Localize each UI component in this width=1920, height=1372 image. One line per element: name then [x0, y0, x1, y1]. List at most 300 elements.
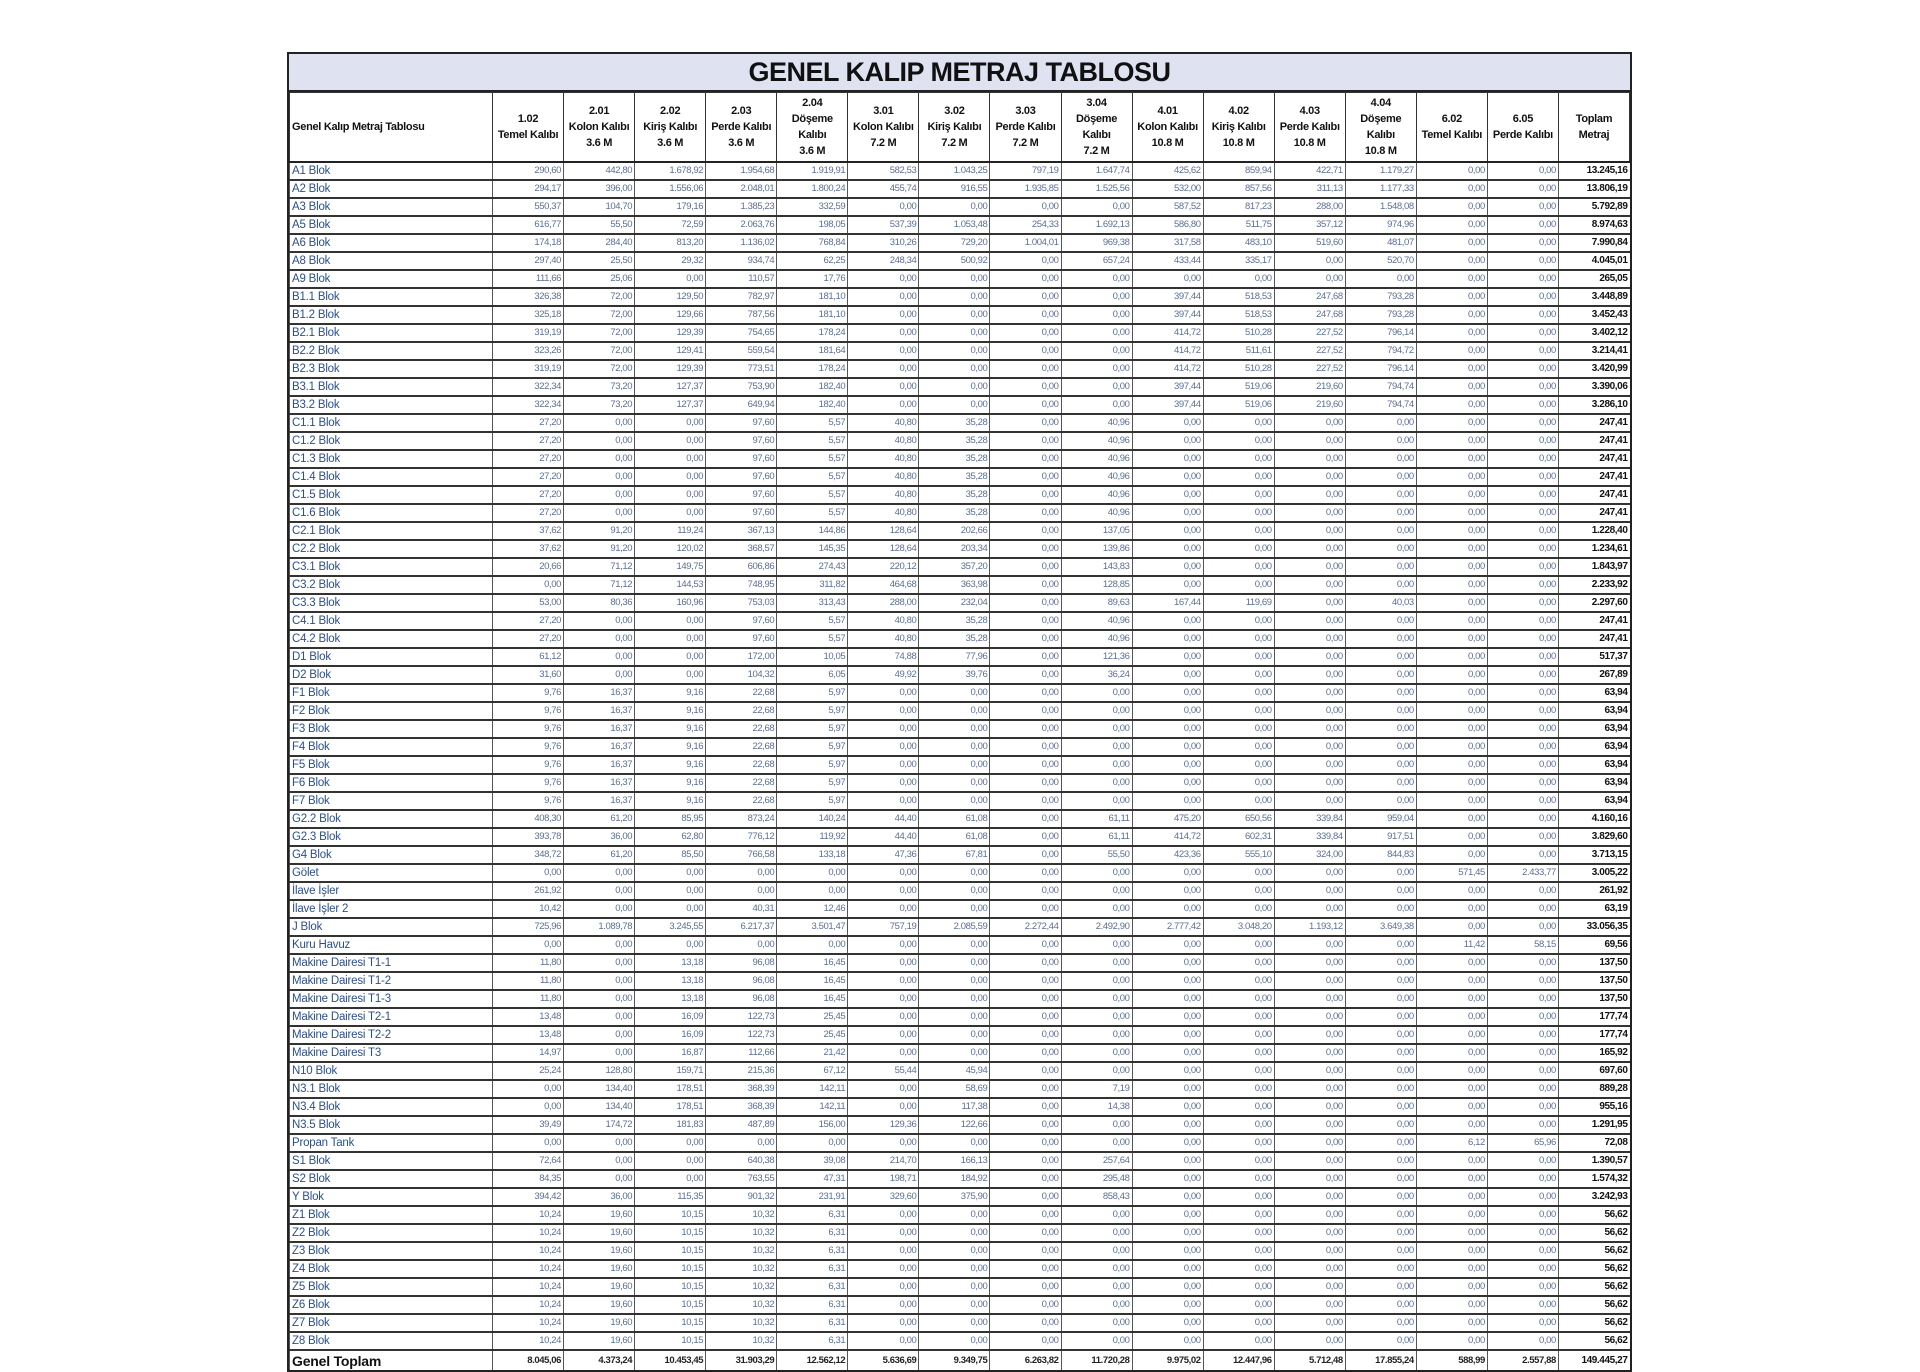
- column-header-line: 4.01: [1157, 105, 1178, 117]
- table-row: [290, 1080, 1630, 1098]
- value-cell: 0,00: [919, 756, 990, 774]
- value-cell: 0,00: [848, 1044, 919, 1062]
- value-cell: 0,00: [1416, 540, 1487, 558]
- value-cell: 1.935,85: [990, 180, 1061, 198]
- value-cell: 0,00: [1487, 468, 1558, 486]
- value-cell: 128,64: [848, 540, 919, 558]
- value-cell: 0,00: [1274, 1278, 1345, 1296]
- value-cell: 0,00: [1203, 522, 1274, 540]
- value-cell: 0,00: [1061, 306, 1132, 324]
- value-cell: 0,00: [919, 1314, 990, 1332]
- table-row: [290, 1026, 1630, 1044]
- value-cell: 10,32: [706, 1224, 777, 1242]
- value-cell: 112,66: [706, 1044, 777, 1062]
- value-cell: 0,00: [1416, 360, 1487, 378]
- row-total-cell: 1.843,97: [1558, 558, 1629, 576]
- value-cell: 35,28: [919, 450, 990, 468]
- value-cell: 423,36: [1132, 846, 1203, 864]
- table-row: [290, 504, 1630, 522]
- value-cell: 0,00: [990, 1260, 1061, 1278]
- value-cell: 763,55: [706, 1170, 777, 1188]
- row-label: D1 Blok: [290, 648, 493, 666]
- value-cell: 586,80: [1132, 216, 1203, 234]
- value-cell: 0,00: [493, 576, 564, 594]
- value-cell: 27,20: [493, 432, 564, 450]
- value-cell: 55,50: [564, 216, 635, 234]
- value-cell: 0,00: [1132, 900, 1203, 918]
- value-cell: 0,00: [1345, 792, 1416, 810]
- table-row: [290, 522, 1630, 540]
- row-label: Z4 Blok: [290, 1260, 493, 1278]
- column-header: [1487, 93, 1558, 163]
- value-cell: 0,00: [848, 792, 919, 810]
- value-cell: 0,00: [1203, 1026, 1274, 1044]
- row-total-cell: 247,41: [1558, 432, 1629, 450]
- value-cell: 0,00: [1416, 270, 1487, 288]
- value-cell: 0,00: [1061, 720, 1132, 738]
- value-cell: 19,60: [564, 1278, 635, 1296]
- value-cell: 0,00: [1416, 1098, 1487, 1116]
- value-cell: 0,00: [848, 270, 919, 288]
- value-cell: 0,00: [1203, 1224, 1274, 1242]
- value-cell: 40,80: [848, 432, 919, 450]
- value-cell: 0,00: [1132, 864, 1203, 882]
- value-cell: 203,34: [919, 540, 990, 558]
- value-cell: 179,16: [635, 198, 706, 216]
- value-cell: 0,00: [777, 864, 848, 882]
- value-cell: 119,24: [635, 522, 706, 540]
- value-cell: 0,00: [1203, 612, 1274, 630]
- value-cell: 0,00: [1061, 1314, 1132, 1332]
- value-cell: 0,00: [848, 1278, 919, 1296]
- value-cell: 36,00: [564, 828, 635, 846]
- value-cell: 232,04: [919, 594, 990, 612]
- row-total-cell: 33.056,35: [1558, 918, 1629, 936]
- value-cell: 0,00: [1487, 738, 1558, 756]
- value-cell: 40,96: [1061, 450, 1132, 468]
- value-cell: 219,60: [1274, 396, 1345, 414]
- value-cell: 0,00: [990, 972, 1061, 990]
- value-cell: 61,11: [1061, 828, 1132, 846]
- value-cell: 72,00: [564, 342, 635, 360]
- value-cell: 1.525,56: [1061, 180, 1132, 198]
- row-label: B2.1 Blok: [290, 324, 493, 342]
- column-header-line: Temel Kalıbı: [1421, 129, 1483, 141]
- value-cell: 27,20: [493, 486, 564, 504]
- value-cell: 0,00: [1345, 1224, 1416, 1242]
- value-cell: 0,00: [1132, 1314, 1203, 1332]
- column-header: [1274, 93, 1345, 163]
- value-cell: 0,00: [1487, 1080, 1558, 1098]
- value-cell: 35,28: [919, 504, 990, 522]
- value-cell: 0,00: [1274, 702, 1345, 720]
- value-cell: 156,00: [777, 1116, 848, 1134]
- value-cell: 25,50: [564, 252, 635, 270]
- value-cell: 25,45: [777, 1026, 848, 1044]
- value-cell: 35,28: [919, 432, 990, 450]
- value-cell: 0,00: [706, 882, 777, 900]
- value-cell: 14,97: [493, 1044, 564, 1062]
- value-cell: 0,00: [1416, 1026, 1487, 1044]
- value-cell: 773,51: [706, 360, 777, 378]
- value-cell: 0,00: [919, 990, 990, 1008]
- row-label: C1.2 Blok: [290, 432, 493, 450]
- value-cell: 0,00: [1487, 648, 1558, 666]
- value-cell: 0,00: [1416, 558, 1487, 576]
- value-cell: 768,84: [777, 234, 848, 252]
- column-header-line: 3.02: [944, 105, 965, 117]
- value-cell: 0,00: [1203, 882, 1274, 900]
- column-header-line: 4.02: [1228, 105, 1249, 117]
- value-cell: 0,00: [1416, 378, 1487, 396]
- value-cell: 5,97: [777, 774, 848, 792]
- value-cell: 284,40: [564, 234, 635, 252]
- value-cell: 16,37: [564, 720, 635, 738]
- value-cell: 274,43: [777, 558, 848, 576]
- value-cell: 368,39: [706, 1098, 777, 1116]
- row-total-cell: 3.005,22: [1558, 864, 1629, 882]
- value-cell: 0,00: [1416, 990, 1487, 1008]
- value-cell: 10,32: [706, 1278, 777, 1296]
- value-cell: 0,00: [990, 1116, 1061, 1134]
- column-header: [1345, 93, 1416, 163]
- value-cell: 725,96: [493, 918, 564, 936]
- value-cell: 559,54: [706, 342, 777, 360]
- value-cell: 0,00: [564, 414, 635, 432]
- value-cell: 3.649,38: [1345, 918, 1416, 936]
- value-cell: 0,00: [1132, 972, 1203, 990]
- value-cell: 0,00: [848, 1296, 919, 1314]
- row-total-cell: 3.452,43: [1558, 306, 1629, 324]
- value-cell: 40,96: [1061, 630, 1132, 648]
- column-header: [1132, 93, 1203, 163]
- value-cell: 25,24: [493, 1062, 564, 1080]
- value-cell: 97,60: [706, 630, 777, 648]
- value-cell: 414,72: [1132, 342, 1203, 360]
- value-cell: 47,36: [848, 846, 919, 864]
- value-cell: 0,00: [1132, 486, 1203, 504]
- value-cell: 0,00: [848, 774, 919, 792]
- value-cell: 0,00: [1487, 1170, 1558, 1188]
- value-cell: 16,87: [635, 1044, 706, 1062]
- value-cell: 0,00: [848, 198, 919, 216]
- value-cell: 0,00: [1487, 234, 1558, 252]
- value-cell: 0,00: [1274, 1188, 1345, 1206]
- value-cell: 0,00: [1132, 612, 1203, 630]
- value-cell: 0,00: [848, 324, 919, 342]
- row-label: A6 Blok: [290, 234, 493, 252]
- value-cell: 295,48: [1061, 1170, 1132, 1188]
- value-cell: 0,00: [635, 612, 706, 630]
- column-header-line: 3.6 M: [586, 137, 613, 149]
- value-cell: 0,00: [848, 342, 919, 360]
- value-cell: 325,18: [493, 306, 564, 324]
- value-cell: 0,00: [1061, 1296, 1132, 1314]
- value-cell: 44,40: [848, 810, 919, 828]
- value-cell: 0,00: [1203, 774, 1274, 792]
- value-cell: 0,00: [1203, 864, 1274, 882]
- value-cell: 0,00: [1416, 954, 1487, 972]
- row-label: A5 Blok: [290, 216, 493, 234]
- value-cell: 0,00: [1203, 630, 1274, 648]
- value-cell: 0,00: [1203, 972, 1274, 990]
- value-cell: 0,00: [1274, 792, 1345, 810]
- table-row: [290, 648, 1630, 666]
- value-cell: 0,00: [635, 432, 706, 450]
- value-cell: 0,00: [1487, 972, 1558, 990]
- table-row: [290, 828, 1630, 846]
- value-cell: 0,00: [1416, 720, 1487, 738]
- value-cell: 0,00: [564, 666, 635, 684]
- table-row: [290, 954, 1630, 972]
- table-row: [290, 1116, 1630, 1134]
- value-cell: 0,00: [1487, 1044, 1558, 1062]
- table-row: [290, 450, 1630, 468]
- value-cell: 0,00: [1487, 594, 1558, 612]
- value-cell: 0,00: [990, 360, 1061, 378]
- value-cell: 0,00: [1416, 1116, 1487, 1134]
- value-cell: 0,00: [1416, 288, 1487, 306]
- value-cell: 796,14: [1345, 360, 1416, 378]
- value-cell: 182,40: [777, 378, 848, 396]
- value-cell: 0,00: [848, 1206, 919, 1224]
- value-cell: 0,00: [990, 756, 1061, 774]
- value-cell: 6,31: [777, 1278, 848, 1296]
- value-cell: 0,00: [1274, 900, 1345, 918]
- value-cell: 0,00: [1416, 162, 1487, 180]
- value-cell: 31,60: [493, 666, 564, 684]
- row-label: B2.2 Blok: [290, 342, 493, 360]
- value-cell: 0,00: [1487, 396, 1558, 414]
- value-cell: 145,35: [777, 540, 848, 558]
- value-cell: 0,00: [919, 1224, 990, 1242]
- row-total-cell: 165,92: [1558, 1044, 1629, 1062]
- value-cell: 0,00: [1132, 666, 1203, 684]
- value-cell: 10,24: [493, 1260, 564, 1278]
- value-cell: 85,95: [635, 810, 706, 828]
- table-row: [290, 1044, 1630, 1062]
- value-cell: 0,00: [1203, 1062, 1274, 1080]
- value-cell: 0,00: [1274, 990, 1345, 1008]
- value-cell: 0,00: [1345, 1098, 1416, 1116]
- value-cell: 0,00: [990, 1224, 1061, 1242]
- value-cell: 0,00: [990, 432, 1061, 450]
- value-cell: 0,00: [1061, 1260, 1132, 1278]
- value-cell: 0,00: [990, 1188, 1061, 1206]
- value-cell: 787,56: [706, 306, 777, 324]
- value-cell: 182,40: [777, 396, 848, 414]
- value-cell: 0,00: [1274, 432, 1345, 450]
- column-header-line: 10.8 M: [1222, 137, 1255, 149]
- value-cell: 0,00: [1274, 1206, 1345, 1224]
- value-cell: 0,00: [1274, 972, 1345, 990]
- value-cell: 408,30: [493, 810, 564, 828]
- value-cell: 3.048,20: [1203, 918, 1274, 936]
- value-cell: 58,15: [1487, 936, 1558, 954]
- row-total-cell: 63,94: [1558, 738, 1629, 756]
- value-cell: 13,48: [493, 1008, 564, 1026]
- table-row: [290, 864, 1630, 882]
- value-cell: 0,00: [1416, 450, 1487, 468]
- row-total-cell: 56,62: [1558, 1224, 1629, 1242]
- value-cell: 0,00: [1274, 252, 1345, 270]
- value-cell: 0,00: [990, 954, 1061, 972]
- row-label: Makine Dairesi T1-2: [290, 972, 493, 990]
- value-cell: 0,00: [990, 558, 1061, 576]
- value-cell: 0,00: [564, 1008, 635, 1026]
- value-cell: 10,24: [493, 1296, 564, 1314]
- value-cell: 35,28: [919, 414, 990, 432]
- value-cell: 0,00: [1416, 846, 1487, 864]
- value-cell: 9,76: [493, 684, 564, 702]
- value-cell: 0,00: [1132, 414, 1203, 432]
- value-cell: 0,00: [1274, 1080, 1345, 1098]
- value-cell: 0,00: [1487, 990, 1558, 1008]
- row-total-cell: 5.792,89: [1558, 198, 1629, 216]
- value-cell: 0,00: [1132, 684, 1203, 702]
- value-cell: 0,00: [1132, 756, 1203, 774]
- value-cell: 142,11: [777, 1098, 848, 1116]
- value-cell: 0,00: [848, 882, 919, 900]
- value-cell: 5,57: [777, 468, 848, 486]
- value-cell: 319,19: [493, 324, 564, 342]
- value-cell: 0,00: [1345, 648, 1416, 666]
- value-cell: 80,36: [564, 594, 635, 612]
- value-cell: 58,69: [919, 1080, 990, 1098]
- value-cell: 0,00: [1345, 1314, 1416, 1332]
- row-total-cell: 247,41: [1558, 630, 1629, 648]
- value-cell: 40,80: [848, 504, 919, 522]
- value-cell: 5.712,48: [1274, 1350, 1345, 1370]
- value-cell: 0,00: [1487, 558, 1558, 576]
- value-cell: 0,00: [635, 468, 706, 486]
- value-cell: 0,00: [848, 360, 919, 378]
- value-cell: 0,00: [848, 1332, 919, 1350]
- value-cell: 10,24: [493, 1206, 564, 1224]
- value-cell: 0,00: [1274, 1062, 1345, 1080]
- row-label: C3.2 Blok: [290, 576, 493, 594]
- value-cell: 0,00: [777, 882, 848, 900]
- value-cell: 67,81: [919, 846, 990, 864]
- value-cell: 143,83: [1061, 558, 1132, 576]
- value-cell: 25,06: [564, 270, 635, 288]
- value-cell: 10,32: [706, 1314, 777, 1332]
- value-cell: 0,00: [1487, 702, 1558, 720]
- value-cell: 0,00: [1203, 792, 1274, 810]
- value-cell: 0,00: [848, 702, 919, 720]
- value-cell: 16,37: [564, 738, 635, 756]
- value-cell: 71,12: [564, 576, 635, 594]
- value-cell: 178,24: [777, 360, 848, 378]
- value-cell: 127,37: [635, 378, 706, 396]
- value-cell: 0,00: [1203, 936, 1274, 954]
- value-cell: 0,00: [635, 486, 706, 504]
- value-cell: 0,00: [990, 396, 1061, 414]
- value-cell: 144,53: [635, 576, 706, 594]
- value-cell: 0,00: [1274, 414, 1345, 432]
- value-cell: 0,00: [1487, 486, 1558, 504]
- value-cell: 0,00: [777, 936, 848, 954]
- value-cell: 0,00: [1203, 558, 1274, 576]
- table-row: [290, 486, 1630, 504]
- value-cell: 0,00: [564, 504, 635, 522]
- value-cell: 500,92: [919, 252, 990, 270]
- table-row: [290, 594, 1630, 612]
- value-cell: 35,28: [919, 612, 990, 630]
- value-cell: 1.548,08: [1345, 198, 1416, 216]
- value-cell: 0,00: [1132, 540, 1203, 558]
- column-header-line: 3.03: [1015, 105, 1036, 117]
- table-row: [290, 1170, 1630, 1188]
- value-cell: 11.720,28: [1061, 1350, 1132, 1370]
- value-cell: 0,00: [1203, 1206, 1274, 1224]
- value-cell: 0,00: [1416, 1152, 1487, 1170]
- column-header-line: Kolon Kalıbı: [1137, 121, 1198, 133]
- table-row: [290, 1152, 1630, 1170]
- value-cell: 117,38: [919, 1098, 990, 1116]
- table-row: [290, 1062, 1630, 1080]
- value-cell: 9,16: [635, 738, 706, 756]
- value-cell: 181,83: [635, 1116, 706, 1134]
- value-cell: 0,00: [493, 1134, 564, 1152]
- table-row: [290, 684, 1630, 702]
- column-header-line: Döşeme: [791, 113, 833, 125]
- row-total-cell: 63,19: [1558, 900, 1629, 918]
- value-cell: 0,00: [1061, 360, 1132, 378]
- value-cell: 39,08: [777, 1152, 848, 1170]
- row-total-cell: 247,41: [1558, 612, 1629, 630]
- row-total-cell: 247,41: [1558, 450, 1629, 468]
- value-cell: 12.562,12: [777, 1350, 848, 1370]
- value-cell: 36,00: [564, 1188, 635, 1206]
- value-cell: 0,00: [1487, 180, 1558, 198]
- value-cell: 0,00: [1274, 486, 1345, 504]
- value-cell: 974,96: [1345, 216, 1416, 234]
- value-cell: 0,00: [1061, 1332, 1132, 1350]
- row-total-cell: 3.448,89: [1558, 288, 1629, 306]
- value-cell: 202,66: [919, 522, 990, 540]
- value-cell: 40,80: [848, 612, 919, 630]
- value-cell: 0,00: [848, 720, 919, 738]
- value-cell: 0,00: [990, 288, 1061, 306]
- value-cell: 0,00: [990, 1332, 1061, 1350]
- value-cell: 11,80: [493, 990, 564, 1008]
- value-cell: 19,60: [564, 1224, 635, 1242]
- value-cell: 0,00: [1274, 594, 1345, 612]
- value-cell: 0,00: [1345, 1260, 1416, 1278]
- value-cell: 0,00: [1274, 1260, 1345, 1278]
- value-cell: 9,16: [635, 684, 706, 702]
- value-cell: 97,60: [706, 432, 777, 450]
- value-cell: 97,60: [706, 414, 777, 432]
- value-cell: 1.177,33: [1345, 180, 1416, 198]
- table-row: [290, 792, 1630, 810]
- value-cell: 0,00: [919, 1206, 990, 1224]
- column-header: [1203, 93, 1274, 163]
- value-cell: 0,00: [990, 198, 1061, 216]
- value-cell: 375,90: [919, 1188, 990, 1206]
- value-cell: 397,44: [1132, 306, 1203, 324]
- value-cell: 0,00: [564, 864, 635, 882]
- value-cell: 44,40: [848, 828, 919, 846]
- value-cell: 10,15: [635, 1314, 706, 1332]
- value-cell: 16,37: [564, 774, 635, 792]
- value-cell: 0,00: [919, 360, 990, 378]
- value-cell: 22,68: [706, 702, 777, 720]
- value-cell: 0,00: [1132, 720, 1203, 738]
- value-cell: 0,00: [1203, 1314, 1274, 1332]
- value-cell: 0,00: [1132, 270, 1203, 288]
